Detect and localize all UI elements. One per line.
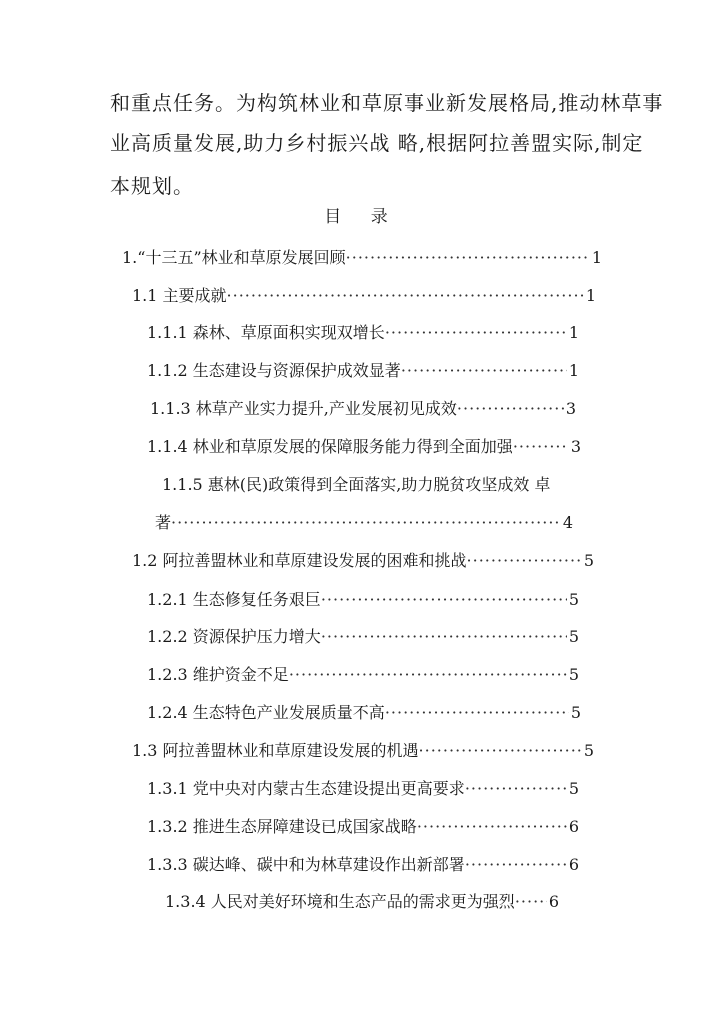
toc-leader [457, 401, 564, 417]
toc-entry-label: 1.1.3 林草产业实力提升,产业发展初见成效 [150, 399, 457, 418]
toc-entry-label: 1.3.1 党中央对内蒙古生态建设提出更高要求 [147, 779, 465, 798]
toc-entry[interactable] [132, 743, 594, 759]
toc-entry[interactable] [147, 439, 581, 455]
toc-entry-page: 5 [568, 627, 579, 646]
toc-leader [385, 325, 567, 341]
toc-leader [171, 515, 561, 531]
toc-entry-page: 1 [585, 286, 596, 305]
toc-entry-page: 4 [562, 513, 573, 532]
toc-entry-page: 5 [568, 665, 579, 684]
toc-entry-label: 1.“十三五”林业和草原发展回顾 [122, 248, 346, 267]
toc-leader [227, 288, 584, 304]
toc-entry-label: 1.3.2 推进生态屏障建设已成国家战略 [147, 817, 417, 836]
toc-entry-label: 1.2.1 生态修复任务艰巨 [147, 590, 321, 609]
toc-entry-label: 1.1 主要成就 [132, 286, 227, 305]
toc-leader [321, 629, 567, 645]
toc-entry-page: 5 [583, 741, 594, 760]
toc-entry[interactable] [147, 819, 579, 835]
toc-leader [346, 250, 590, 266]
toc-entry[interactable] [147, 592, 579, 608]
toc-entry-page: 5 [583, 551, 594, 570]
toc-leader [467, 553, 582, 569]
toc-leader [385, 705, 569, 721]
toc-entry[interactable] [147, 325, 579, 341]
toc-entry[interactable] [132, 288, 596, 304]
toc-entry[interactable] [150, 401, 576, 417]
toc-entry-page: 5 [568, 779, 579, 798]
toc-entry-label: 1.2 阿拉善盟林业和草原建设发展的困难和挑战 [132, 551, 467, 570]
toc-title: 目 录 [324, 207, 400, 227]
toc-leader [513, 439, 569, 455]
toc-leader [465, 857, 567, 873]
toc-entry[interactable] [147, 857, 579, 873]
toc-entry-label[interactable]: 1.1.5 惠林(民)政策得到全面落实,助力脱贫攻坚成效 卓 [162, 475, 551, 494]
toc-entry-label: 1.2.4 生态特色产业发展质量不高 [147, 703, 385, 722]
toc-entry-page: 6 [568, 855, 579, 874]
toc-entry-page: 1 [568, 361, 579, 380]
intro-line: 和重点任务。为构筑林业和草原事业新发展格局,推动林草事 [110, 91, 664, 115]
toc-entry-page: 1 [568, 323, 579, 342]
toc-leader [515, 894, 547, 910]
toc-entry-page: 3 [565, 399, 576, 418]
toc-entry-label: 1.2.3 维护资金不足 [147, 665, 289, 684]
toc-entry[interactable] [132, 553, 594, 569]
toc-entry-label: 1.2.2 资源保护压力增大 [147, 627, 321, 646]
toc-leader [417, 819, 567, 835]
toc-entry-page: 6 [568, 817, 579, 836]
toc-entry-label: 著 [155, 513, 172, 532]
toc-entry-label: 1.3.3 碳达峰、碳中和为林草建设作出新部署 [147, 855, 465, 874]
toc-entry-label: 1.3 阿拉善盟林业和草原建设发展的机遇 [132, 741, 419, 760]
toc-entry-page: 5 [570, 703, 581, 722]
toc-entry[interactable] [122, 250, 602, 266]
toc-entry-page: 3 [570, 437, 581, 456]
toc-leader [401, 363, 567, 379]
toc-entry[interactable] [147, 781, 579, 797]
toc-entry[interactable] [147, 705, 581, 721]
toc-leader [321, 592, 567, 608]
toc-entry-page: 6 [548, 892, 559, 911]
toc-entry-label: 1.1.4 林业和草原发展的保障服务能力得到全面加强 [147, 437, 513, 456]
intro-line: 业高质量发展,助力乡村振兴战 略,根据阿拉善盟实际,制定 [110, 131, 644, 155]
toc-leader [289, 667, 567, 683]
toc-entry[interactable] [147, 363, 579, 379]
toc-leader [465, 781, 567, 797]
toc-entry[interactable] [147, 629, 579, 645]
toc-entry-page: 1 [591, 248, 602, 267]
toc-entry-label: 1.1.2 生态建设与资源保护成效显著 [147, 361, 401, 380]
toc-entry[interactable] [165, 894, 559, 910]
toc-entry-label: 1.1.1 森林、草原面积实现双增长 [147, 323, 385, 342]
toc-entry[interactable] [155, 515, 573, 531]
intro-line: 本规划。 [110, 174, 194, 198]
toc-entry[interactable] [147, 667, 579, 683]
toc-leader [419, 743, 582, 759]
toc-entry-label: 1.3.4 人民对美好环境和生态产品的需求更为强烈 [165, 892, 515, 911]
toc-entry-page: 5 [568, 590, 579, 609]
